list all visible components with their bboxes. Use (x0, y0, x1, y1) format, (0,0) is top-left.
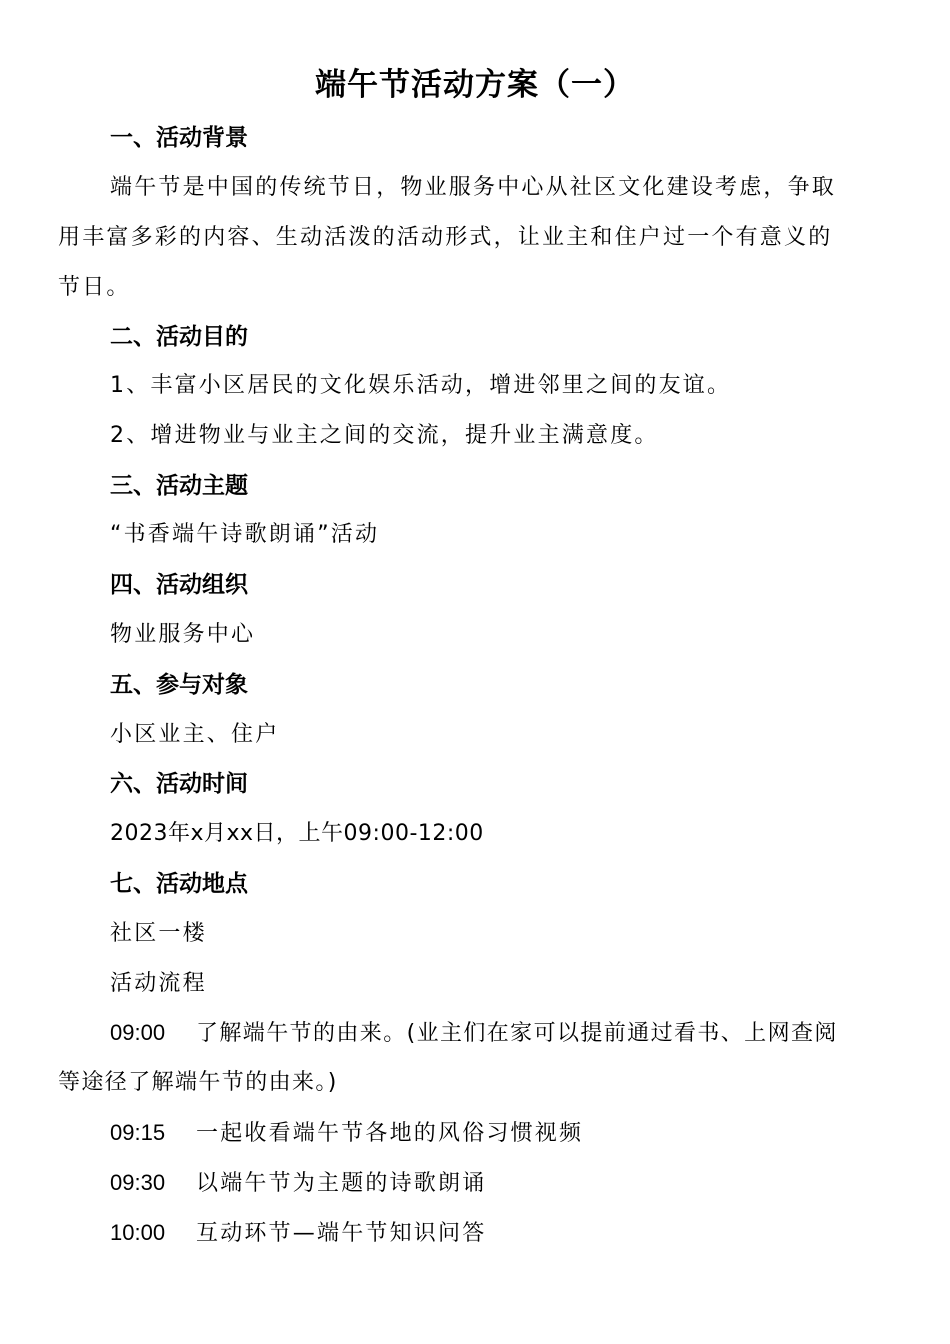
schedule-heading: 活动流程 (110, 971, 207, 996)
schedule-item-4 (110, 1217, 486, 1250)
background-line-1: 端午节是中国的传统节日，物业服务中心从社区文化建设考虑，争取 (110, 175, 837, 200)
location-text: 社区一楼 (110, 921, 207, 946)
section-heading-location: 七、活动地点 (110, 871, 248, 897)
schedule-desc: 一起收看端午节各地的风俗习惯视频 (196, 1121, 584, 1146)
section-heading-background: 一、活动背景 (110, 125, 248, 151)
background-line-3: 节日。 (58, 275, 131, 300)
schedule-time: 09:30 (110, 1170, 166, 1195)
purpose-item-1: 1、丰富小区居民的文化娱乐活动，增进邻里之间的友谊。 (110, 373, 732, 398)
document-title: 端午节活动方案（一） (315, 67, 635, 103)
participants-text: 小区业主、住户 (110, 722, 280, 747)
background-line-2: 用丰富多彩的内容、生动活泼的活动形式，让业主和住户过一个有意义的 (58, 225, 833, 250)
theme-text: “书香端午诗歌朗诵”活动 (110, 522, 380, 547)
schedule-item-1-continued: 等途径了解端午节的由来。) (58, 1070, 338, 1095)
schedule-item-1 (110, 1017, 838, 1050)
schedule-time: 09:15 (110, 1120, 166, 1145)
section-heading-theme: 三、活动主题 (110, 473, 248, 499)
section-heading-participants: 五、参与对象 (110, 672, 248, 698)
schedule-time: 10:00 (110, 1220, 166, 1245)
time-text: 2023年x月xx日，上午09:00-12:00 (110, 821, 484, 846)
section-heading-time: 六、活动时间 (110, 771, 248, 797)
schedule-desc: 互动环节—端午节知识问答 (196, 1221, 487, 1246)
schedule-item-3 (110, 1167, 486, 1200)
schedule-desc: 了解端午节的由来。(业主们在家可以提前通过看书、上网查阅 (196, 1021, 838, 1046)
section-heading-organizer: 四、活动组织 (110, 572, 248, 598)
schedule-desc: 以端午节为主题的诗歌朗诵 (196, 1171, 487, 1196)
organizer-text: 物业服务中心 (110, 622, 256, 647)
section-heading-purpose: 二、活动目的 (110, 324, 248, 350)
purpose-item-2: 2、增进物业与业主之间的交流，提升业主满意度。 (110, 423, 659, 448)
schedule-time: 09:00 (110, 1020, 166, 1045)
schedule-item-2 (110, 1117, 583, 1150)
